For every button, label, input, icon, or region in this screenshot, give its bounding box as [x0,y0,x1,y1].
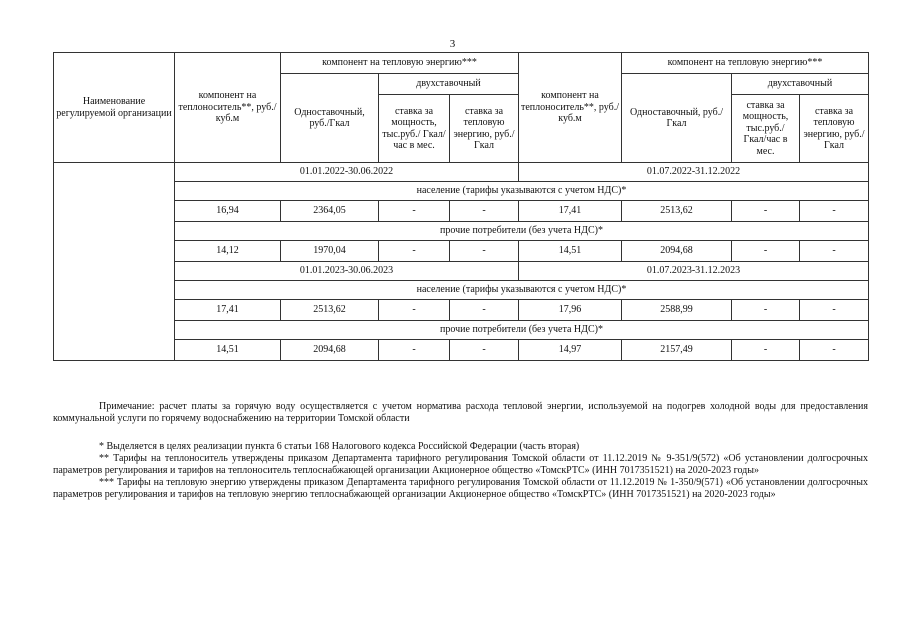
value-cell: - [732,340,800,361]
value-cell: - [800,201,869,222]
header-energy-left: ставка за тепловую энергию, руб./Гкал [450,95,519,163]
header-heat-group-right: компонент на тепловую энергию*** [622,53,869,74]
tariff-table [53,52,869,361]
value-cell: - [379,300,450,321]
value-cell: - [732,300,800,321]
footnotes [53,441,868,501]
table-row [54,201,869,222]
header-single-left: Одноставочный, руб./Гкал [281,74,379,163]
period-right: 01.07.2023-31.12.2023 [519,262,869,281]
header-two-rate-left: двухставочный [379,74,519,95]
page-number: 3 [449,38,456,50]
value-cell: 2513,62 [622,201,732,222]
value-cell: 14,97 [519,340,622,361]
value-cell: - [450,201,519,222]
header-energy-right: ставка за тепловую энергию, руб./Гкал [800,95,869,163]
group-label: население (тарифы указываются с учетом НДС)* [175,281,869,300]
value-cell: 1970,04 [281,241,379,262]
value-cell: 17,96 [519,300,622,321]
value-cell: 2588,99 [622,300,732,321]
value-cell: 2513,62 [281,300,379,321]
period-left: 01.01.2023-30.06.2023 [175,262,519,281]
org-name-cell [54,163,175,361]
value-cell: 2094,68 [281,340,379,361]
header-carrier-right: компонент на теплоноситель**, руб./куб.м [519,53,622,163]
value-cell: - [379,241,450,262]
footnote-vat: * Выделяется в целях реализации пункта 6 статьи 168 Налогового кодекса Российской Федерации (часть вторая) [99,441,580,452]
value-cell: 16,94 [175,201,281,222]
header-capacity-left: ставка за мощность, тыс.руб./ Гкал/час в мес. [379,95,450,163]
value-cell: 2364,05 [281,201,379,222]
group-label: прочие потребители (без учета НДС)* [175,222,869,241]
value-cell: 14,51 [175,340,281,361]
value-cell: - [450,340,519,361]
group-label: население (тарифы указываются с учетом НДС)* [175,182,869,201]
value-cell: - [379,340,450,361]
header-org: Наименование регулируемой организации [54,53,175,163]
value-cell: 14,51 [519,241,622,262]
value-cell: - [800,300,869,321]
value-cell: - [732,241,800,262]
header-single-right: Одноставочный, руб./Гкал [622,74,732,163]
header-heat-group-left: компонент на тепловую энергию*** [281,53,519,74]
value-cell: 14,12 [175,241,281,262]
header-capacity-right: ставка за мощность, тыс.руб./ Гкал/час в мес. [732,95,800,163]
note-paragraph: Примечание: расчет платы за горячую воду осуществляется с учетом норматива расхода тепловой энергии, используемой на подогрев холодной воды для предоставления коммунальной услуги по горячему водоснабжению на территории Томской области [53,401,868,424]
value-cell: - [379,201,450,222]
footnote-carrier: ** Тарифы на теплоноситель утверждены приказом Департамента тарифного регулирования Томской области от 11.12.2019 № 9-351/9(572) «Об установлении долгосрочных параметров регулирования и тарифов на теплоноситель теплоснабжающей организации Акционерное общество «ТомскРТС» (ИНН 7017351521) на 2020-2023 годы» [53,453,868,476]
table-row [54,241,869,262]
table-row [54,300,869,321]
value-cell: 17,41 [175,300,281,321]
value-cell: 2157,49 [622,340,732,361]
value-cell: - [450,300,519,321]
group-label: прочие потребители (без учета НДС)* [175,321,869,340]
footnote-heat: *** Тарифы на тепловую энергию утверждены приказом Департамента тарифного регулирования Томской области от 11.12.2019 № 1-350/9(571) «Об установлении долгосрочных параметров регулирования и тарифов на тепловую энергию теплоснабжающей организации Акционерное общество «ТомскРТС» (ИНН 7017351521) на 2020-2023 годы» [53,477,868,500]
table-row [54,340,869,361]
period-left: 01.01.2022-30.06.2022 [175,163,519,182]
value-cell: 2094,68 [622,241,732,262]
value-cell: - [800,241,869,262]
header-carrier-left: компонент на теплоноситель**, руб./куб.м [175,53,281,163]
value-cell: 17,41 [519,201,622,222]
period-right: 01.07.2022-31.12.2022 [519,163,869,182]
value-cell: - [732,201,800,222]
value-cell: - [800,340,869,361]
header-two-rate-right: двухставочный [732,74,869,95]
value-cell: - [450,241,519,262]
